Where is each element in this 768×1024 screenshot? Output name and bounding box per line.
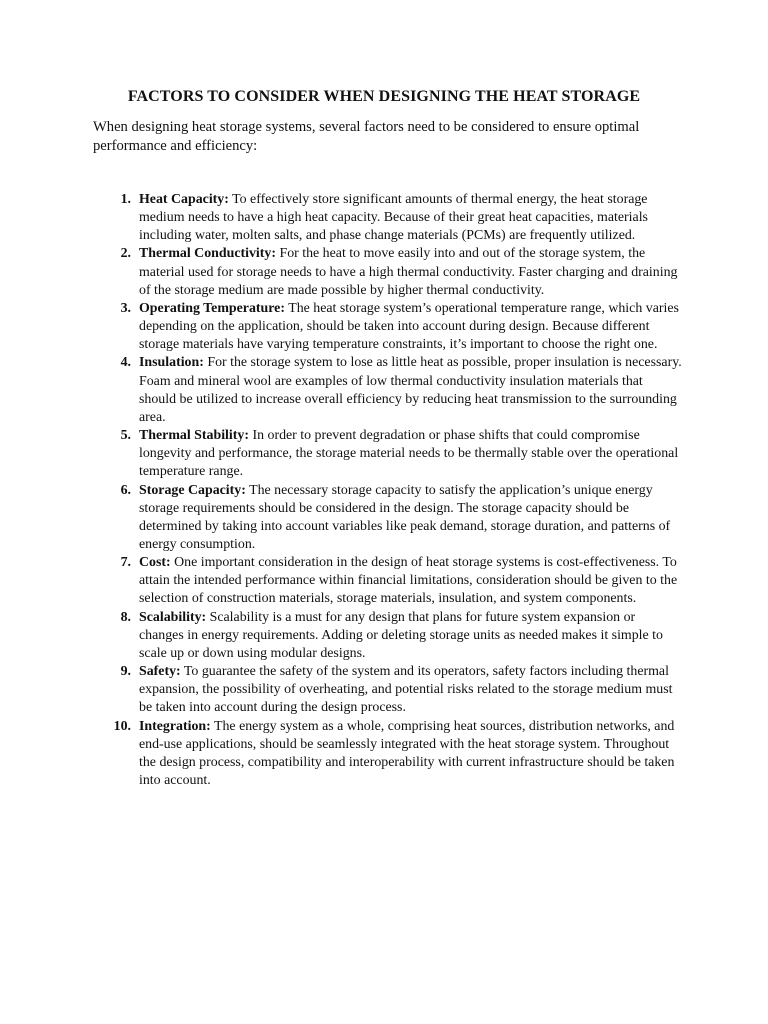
- list-item-scalability: [93, 609, 683, 663]
- list-item-text: For the heat to move easily into and out of the storage system, the material used for storage needs to have a high thermal conductivity. Faster charging and draining of the storage medium are made possible by higher thermal conductivity.: [139, 246, 678, 298]
- list-item-number: 3.: [120, 300, 131, 316]
- list-item-number: 10.: [113, 718, 131, 734]
- list-item-operating-temperature: [93, 300, 683, 354]
- list-item-text: For the storage system to lose as little heat as possible, proper insulation is necessary. Foam and mineral wool are examples of low thermal conductivity insulation materials that should be utilized to increase overall efficiency by reducing heat transmission to the surrounding area.: [139, 355, 682, 425]
- list-item-number: 7.: [120, 555, 131, 571]
- list-item-text: In order to prevent degradation or phase shifts that could compromise longevity and performance, the storage material needs to be thermally stable over the operational temperature range.: [139, 428, 679, 480]
- list-item-insulation: [93, 354, 683, 427]
- list-item-title: Safety:: [139, 664, 181, 680]
- list-item-safety: [93, 663, 683, 717]
- list-item-thermal-conductivity: [93, 245, 683, 299]
- list-item-number: 8.: [120, 609, 131, 625]
- list-item-integration: [93, 718, 683, 791]
- intro-paragraph: When designing heat storage systems, several factors need to be considered to ensure optimal performance and efficiency:: [93, 119, 640, 154]
- list-item-title: Storage Capacity:: [139, 482, 246, 498]
- list-item-text: The heat storage system’s operational temperature range, which varies depending on the application, should be taken into account during design. Because different storage materials have varying temperature constraints, it’s important to choose the right one.: [139, 300, 679, 353]
- list-item-title: Integration:: [139, 718, 211, 734]
- list-item-number: 6.: [120, 482, 131, 498]
- list-item-title: Thermal Stability:: [139, 428, 249, 444]
- document-title: FACTORS TO CONSIDER WHEN DESIGNING THE HEAT STORAGE: [127, 88, 641, 105]
- list-item-heat-capacity: [93, 191, 683, 245]
- list-item-title: Heat Capacity:: [139, 192, 229, 207]
- factors-list: [93, 191, 683, 790]
- list-item-title: Operating Temperature:: [139, 300, 285, 316]
- list-item-text: To guarantee the safety of the system and its operators, safety factors including thermal expansion, the possibility of overheating, and potential risks related to the storage medium must be taken into account during the design process.: [139, 664, 673, 716]
- list-item-title: Cost:: [139, 555, 171, 571]
- list-item-title: Scalability:: [139, 609, 207, 625]
- list-item-number: 2.: [120, 246, 131, 262]
- list-item-thermal-stability: [93, 427, 683, 481]
- list-item-text: The necessary storage capacity to satisfy the application’s unique energy storage requirements should be considered in the design. The storage capacity should be determined by taking into account variables like peak demand, storage duration, and patterns of energy consumption.: [139, 482, 671, 552]
- list-item-text: Scalability is a must for any design that plans for future system expansion or changes in energy requirements. Adding or deleting storage units as needed makes it simple to scale up or down using modular designs.: [139, 609, 663, 661]
- list-item-title: Thermal Conductivity:: [139, 246, 276, 262]
- list-item-number: 5.: [120, 428, 131, 444]
- list-item-number: 9.: [120, 664, 131, 680]
- list-item-number: 4.: [120, 355, 131, 371]
- list-item-text: One important consideration in the design of heat storage systems is cost-effectiveness. To attain the intended performance within financial limitations, consideration should be given to the selection of construction materials, storage materials, insulation, and system components.: [139, 555, 678, 607]
- list-item-cost: [93, 554, 683, 608]
- list-item-text: The energy system as a whole, comprising heat sources, distribution networks, and end-use applications, should be seamlessly integrated with the heat storage system. Throughout the design process, compatibility and interoperability with current infrastructure should be taken into account.: [139, 718, 675, 788]
- list-item-number: 1.: [120, 192, 131, 207]
- list-item-title: Insulation:: [139, 355, 204, 371]
- list-item-text: To effectively store significant amounts of thermal energy, the heat storage medium needs to have a high heat capacity. Because of their great heat capacities, materials including water, molten salts, and phase change materials (PCMs) are frequently utilized.: [139, 192, 648, 244]
- list-item-storage-capacity: [93, 482, 683, 555]
